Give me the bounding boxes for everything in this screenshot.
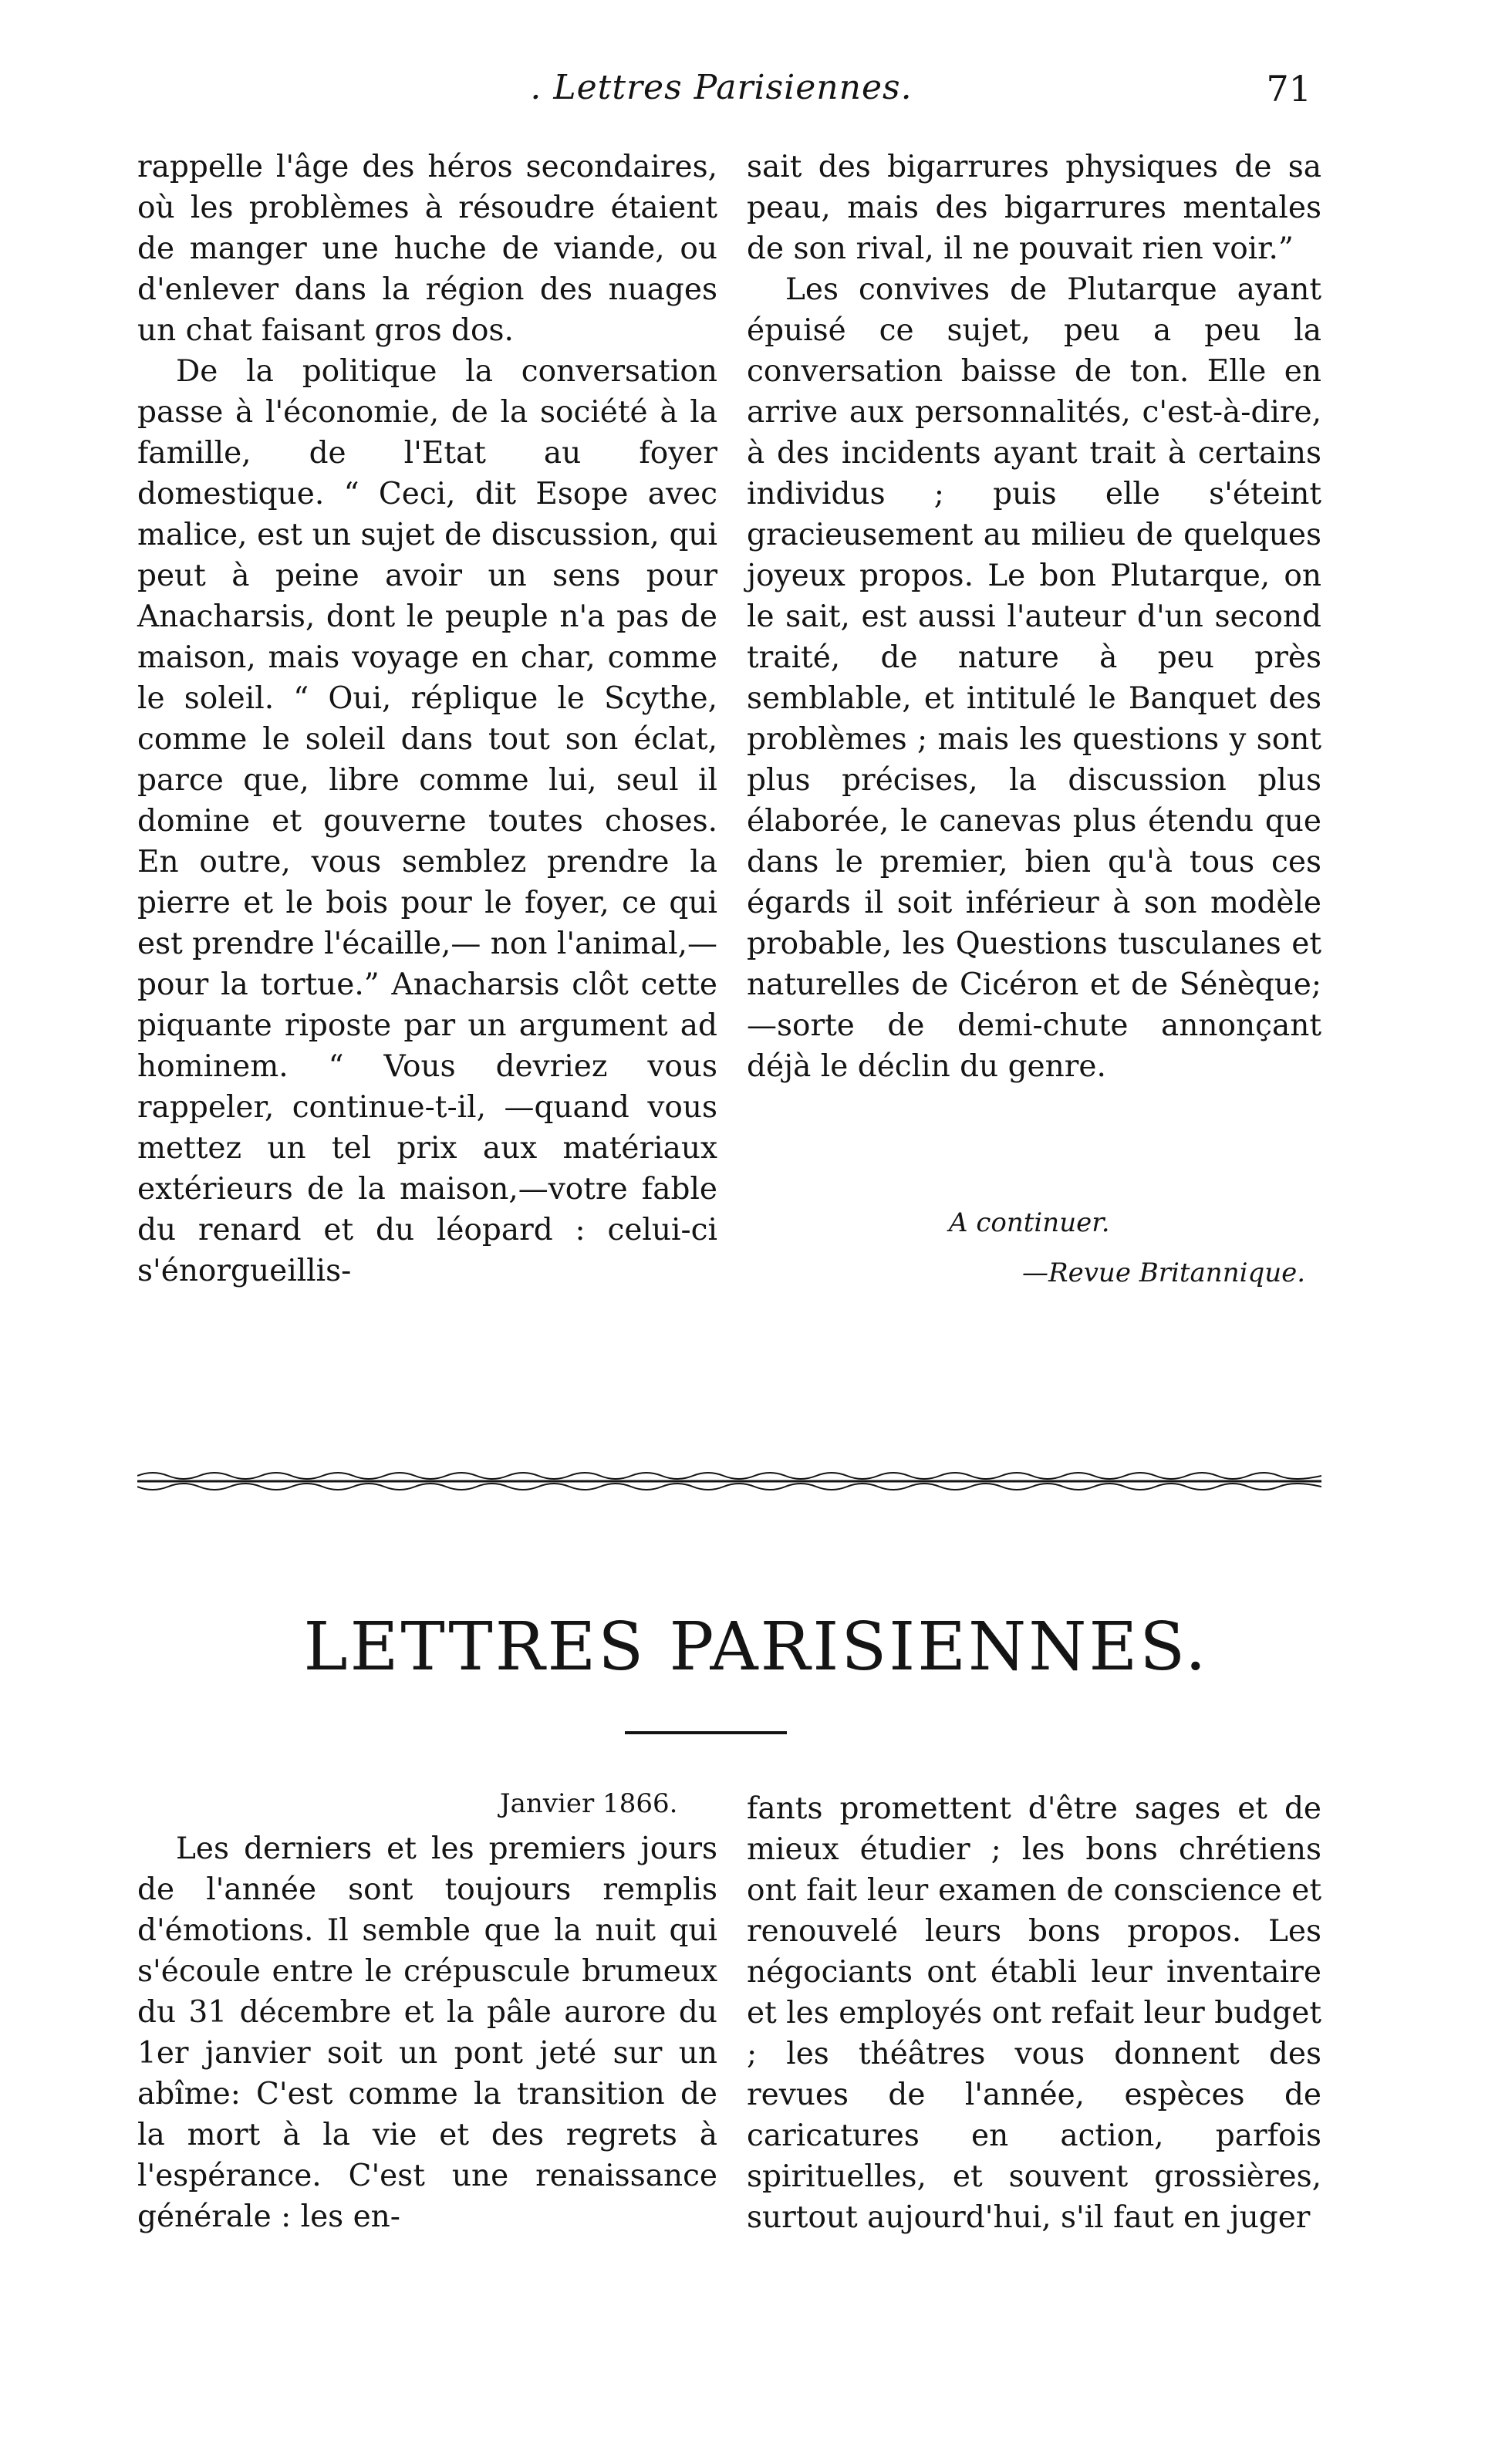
page-number: 71 [1266, 68, 1311, 110]
ornamental-divider [137, 1470, 1321, 1493]
paragraph: fants promettent d'être sages et de mieux étudier ; les bons chrétiens ont fait leur examen de conscience et renouvelé leurs bons propos. Les négociants ont établi leur inventaire et les employés ont refait leur budget ; les théâtres vous donnent des revues de l'année, espèces de caricatures en action, parfois spirituelles, et souvent grossières, surtout aujourd'hui, s'il faut en juger [747, 1791, 1321, 2235]
paragraph: De la politique la conversation passe à l'économie, de la société à la famille, de l'Etat au foyer domestique. “ Ceci, dit Esope avec malice, est un sujet de discussion, qui peut à peine avoir un sens pour Anacharsis, dont le peuple n'a pas de maison, mais voyage en char, comme le soleil. “ Oui, réplique le Scythe, comme le soleil dans tout son éclat, parce que, libre comme lui, seul il domine et gouverne toutes choses. En outre, vous semblez prendre la pierre et le bois pour le foyer, ce qui est prendre l'écaille,— non l'animal,— pour la tortue.” Anacharsis clôt cette piquante riposte par un argument ad hominem. “ Vous devriez vous rappeler, continue-t-il, —quand vous mettez un tel prix aux matériaux extérieurs de la maison,—votre fable du renard et du léopard : celui-ci s'énorgueillis- [137, 354, 717, 1288]
title-rule [625, 1731, 787, 1734]
running-head [131, 68, 1311, 122]
signoff-source: —Revue Britannique. [1022, 1258, 1306, 1288]
paragraph: rappelle l'âge des héros secondaires, où les problèmes à résoudre étaient de manger une huche de viande, ou d'enlever dans la région des nuages un chat faisant gros dos. [137, 150, 717, 348]
dateline: Janvier 1866. [500, 1788, 678, 1819]
paragraph: sait des bigarrures physiques de sa peau, mais des bigarrures mentales de son rival, il ne pouvait rien voir.” [747, 150, 1321, 266]
article2-left-column [137, 1828, 717, 2237]
article2-right-column [747, 1788, 1321, 2238]
section-title: LETTRES PARISIENNES. [303, 1609, 1209, 1686]
running-title: . Lettres Parisiennes. [530, 68, 913, 107]
article1-right-column [747, 147, 1321, 1087]
paragraph: Les convives de Plutarque ayant épuisé ce sujet, peu a peu la conversation baisse de ton. Elle en arrive aux personnalités, c'est-à-dire, à des incidents ayant trait à certains individus ; puis elle s'éteint gracieusement au milieu de quelques joyeux propos. Le bon Plutarque, on le sait, est aussi l'auteur d'un second traité, de nature à peu près semblable, et intitulé le Banquet des problèmes ; mais les questions y sont plus précises, la discussion plus élaborée, le canevas plus étendu que dans le premier, bien qu'à tous ces égards il soit inférieur à son modèle probable, les Questions tusculanes et naturelles de Cicéron et de Sénèque; —sorte de demi-chute annonçant déjà le déclin du genre. [747, 272, 1321, 1084]
paragraph: Les derniers et les premiers jours de l'année sont toujours remplis d'émotions. Il semble que la nuit qui s'écoule entre le crépuscule brumeux du 31 décembre et la pâle aurore du 1er janvier soit un pont jeté sur un abîme: C'est comme la transition de la mort à la vie et des regrets à l'espérance. C'est une renaissance générale : les en- [137, 1831, 717, 2234]
article1-left-column [137, 147, 717, 1291]
signoff-continue: A continuer. [949, 1207, 1110, 1238]
